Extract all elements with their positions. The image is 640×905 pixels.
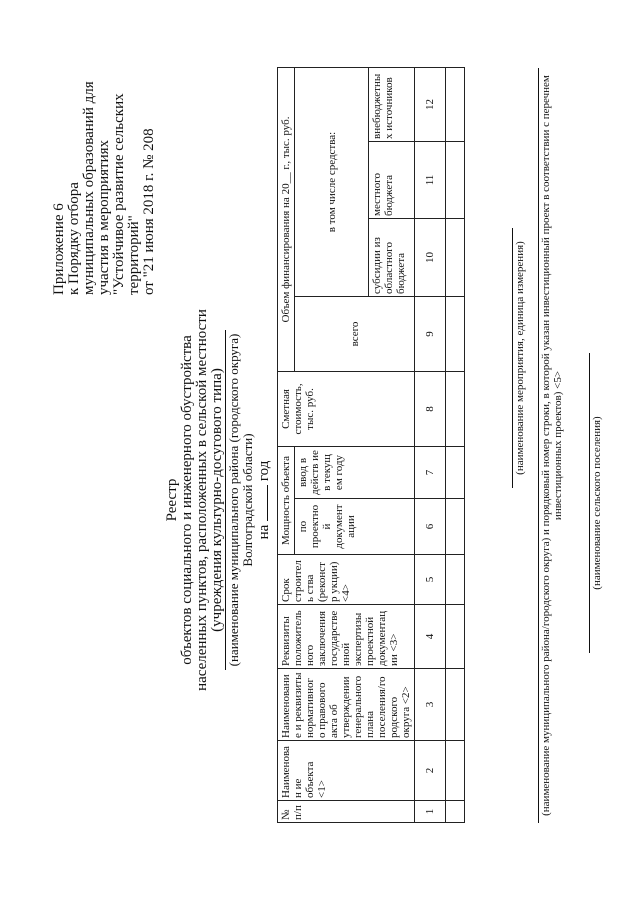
header-financing-extrabudget: внебюджетных источников [369, 67, 415, 141]
empty-data-row [446, 67, 465, 822]
appendix-block [52, 15, 157, 295]
empty-cell [446, 371, 465, 446]
column-number: 6 [415, 499, 446, 555]
settlement-caption: (наименование сельского поселения) [589, 353, 603, 653]
document-heading: Реестр [164, 478, 180, 522]
header-financing-including: в том числе средства: [295, 67, 369, 296]
header-financing: Объем финансирования на 20__ г., тыс. руб. [278, 67, 295, 371]
year-suffix: год [256, 460, 272, 482]
municipality-row-caption: (наименование муниципального района/городского округа) и порядковый номер строки, в которой указан инвестиционный проект в соответствии с перечнем инвестиционных проектов) <5> [538, 68, 564, 823]
header-estimated-cost: Сметная стоимость, тыс. руб. [278, 371, 415, 446]
header-requisites-doc: Наименовани е и реквизиты нормативног о правового акта об утверждении генерального плана поселения/го родского округа <2> [278, 669, 415, 741]
empty-cell [446, 218, 465, 296]
appendix-line: от "21 июня 2018 г. № 208 [141, 128, 157, 295]
column-number: 1 [415, 801, 446, 823]
event-caption: (наименование мероприятия, единица измерения) [512, 228, 526, 488]
header-num: № п/п [278, 801, 415, 823]
municipality-caption: (наименование муниципального района (городского округа) Волгоградской области) [225, 330, 255, 670]
empty-cell [446, 741, 465, 801]
appendix-line: территорий" [126, 215, 142, 295]
year-prefix: на [256, 524, 272, 540]
title-block [165, 285, 272, 715]
empty-cell [446, 605, 465, 669]
header-object-name: Наименован ие объекта <1> [278, 741, 415, 801]
header-capacity-project: по проектно й документ ации [295, 499, 415, 555]
empty-cell [446, 555, 465, 605]
appendix-line: "Устойчивое развитие сельских [111, 93, 127, 295]
column-number: 9 [415, 296, 446, 371]
header-requisites-expertise: Реквизиты положитель ного заключения государстве нной экспертизы проектной документац ии <3> [278, 605, 415, 669]
registry-table [277, 67, 465, 823]
column-number: 5 [415, 555, 446, 605]
title-line: населенных пунктов, расположенных в сельской местности [194, 309, 210, 691]
header-row [278, 67, 295, 822]
year-blank [255, 485, 268, 521]
column-number: 4 [415, 605, 446, 669]
empty-cell [446, 67, 465, 141]
appendix-line: Приложение 6 [51, 203, 67, 295]
empty-cell [446, 499, 465, 555]
year-line [255, 285, 272, 715]
column-number: 11 [415, 141, 446, 218]
municipality-field [225, 285, 255, 715]
title-line: объектов социального и инженерного обустройства [179, 335, 195, 665]
empty-cell [446, 141, 465, 218]
header-financing-local: местного бюджета [369, 141, 415, 218]
header-capacity: Мощность объекта [278, 446, 295, 554]
header-construction-period: Срок строитель ства (реконстр укции) <4> [278, 555, 415, 605]
column-number: 7 [415, 446, 446, 498]
appendix-line: участия в мероприятиях [96, 139, 112, 295]
appendix-line: муниципальных образований для [81, 81, 97, 295]
empty-cell [446, 669, 465, 741]
header-financing-regional: субсидии из областного бюджета [369, 218, 415, 296]
column-number: 3 [415, 669, 446, 741]
title-line: (учреждения культурно-досугового типа) [209, 368, 225, 632]
empty-cell [446, 296, 465, 371]
column-number: 8 [415, 371, 446, 446]
header-capacity-commissioned: ввод в действ ие в текущ ем году [295, 446, 415, 498]
column-number: 2 [415, 741, 446, 801]
empty-cell [446, 446, 465, 498]
column-number: 12 [415, 67, 446, 141]
appendix-line: к Порядку отбора [66, 182, 82, 295]
header-financing-total: всего [295, 296, 415, 371]
column-number: 10 [415, 218, 446, 296]
column-number-row [415, 67, 446, 822]
empty-cell [446, 801, 465, 823]
